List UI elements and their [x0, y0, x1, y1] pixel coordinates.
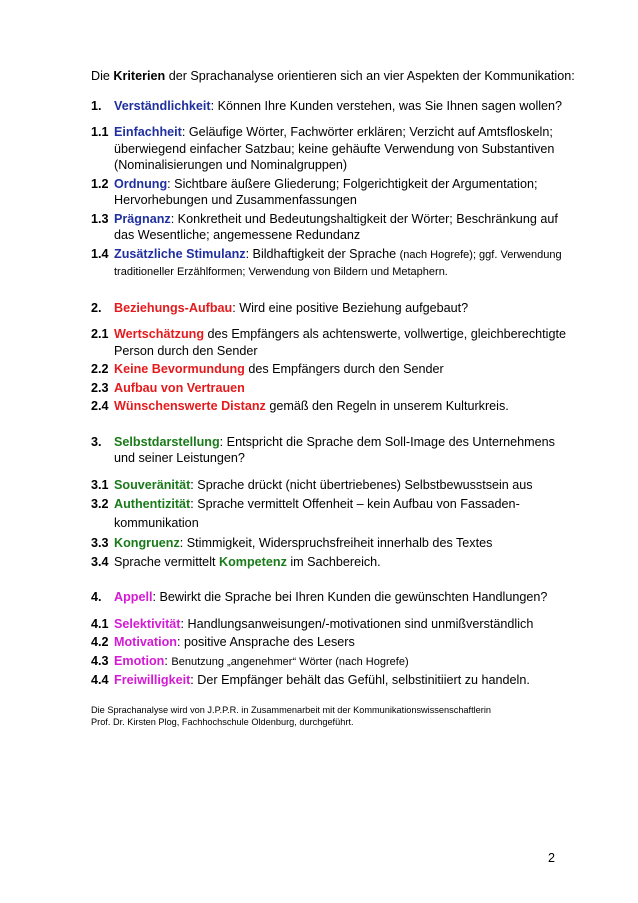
section-verstaendlichkeit: [91, 98, 576, 281]
item-text: im Sachbereich.: [286, 554, 381, 569]
section-number: 4.: [91, 590, 102, 604]
list-item: [91, 634, 576, 651]
item-term: Selektivität: [114, 616, 181, 631]
list-item: [91, 380, 576, 397]
item-term: Keine Bevormundung: [114, 362, 245, 376]
list-item: [91, 495, 576, 533]
item-text: : Sprache drückt (nicht übertriebenes) Selbstbewusstsein aus: [190, 477, 533, 492]
item-term: Kompetenz: [219, 554, 287, 569]
item-number: 1.4: [91, 246, 109, 261]
list-item: [91, 672, 576, 689]
item-number: 3.1: [91, 477, 109, 492]
list-item: [91, 211, 576, 244]
section-heading: [91, 589, 576, 606]
section-question: : Können Ihre Kunden verstehen, was Sie Ihnen sagen wollen?: [210, 98, 563, 113]
item-text: gemäß den Regeln in unserem Kulturkreis.: [265, 399, 509, 413]
item-text: : Bildhaftigkeit der Sprache: [245, 246, 400, 261]
section-appell: [91, 589, 576, 689]
item-number: 1.2: [91, 176, 109, 191]
item-number: 2.2: [91, 362, 109, 376]
item-text-small: Benutzung „angenehmer“ Wörter (nach Hogrefe): [171, 655, 409, 668]
section-question: : Entspricht die Sprache dem Soll-Image des Unternehmens und seiner Leistungen?: [114, 434, 555, 465]
item-number: 4.3: [91, 653, 109, 668]
section-title: Verständlichkeit: [114, 98, 211, 113]
section-heading: [91, 98, 576, 115]
item-number: 2.1: [91, 327, 109, 341]
item-number: 4.1: [91, 616, 109, 631]
list-item: [91, 653, 576, 671]
item-text: : Stimmigkeit, Widerspruchsfreiheit innerhalb des Textes: [179, 536, 493, 550]
item-term: Zusätzliche Stimulanz: [114, 246, 246, 261]
item-text: :: [164, 653, 172, 668]
intro-post: der Sprachanalyse orientieren sich an vier Aspekten der Kommunikation:: [165, 69, 575, 83]
item-term: Motivation: [114, 635, 177, 649]
section-title: Appell: [114, 590, 153, 604]
item-text: : Handlungsanweisungen/-motivationen sind unmißverständlich: [180, 616, 534, 631]
item-number: 3.4: [91, 554, 109, 569]
list-item: [91, 246, 576, 281]
list-item: [91, 124, 576, 174]
footer-note: [91, 704, 576, 728]
item-term: Emotion: [114, 653, 165, 668]
section-question: : Wird eine positive Beziehung aufgebaut?: [232, 300, 469, 315]
item-number: 2.3: [91, 380, 109, 395]
item-text: : Der Empfänger behält das Gefühl, selbstinitiiert zu handeln.: [190, 673, 530, 687]
list-item: [91, 398, 576, 415]
intro-paragraph: [91, 68, 576, 85]
section-beziehungs-aufbau: [91, 300, 576, 415]
item-text: des Empfängers als achtenswerte, vollwertige, gleichberechtigte Person durch den Sender: [114, 327, 566, 358]
item-text-small: (nach Hogrefe); ggf. Verwendung traditioneller Erzählformen; Verwendung von Bildern und Metaphern.: [114, 248, 562, 278]
item-term: Kongruenz: [114, 536, 180, 550]
item-text-pre: Sprache vermittelt: [114, 554, 219, 569]
document-page: [91, 68, 576, 728]
item-term: Wünschenswerte Distanz: [114, 399, 266, 413]
item-text: : Sprache vermittelt Offenheit – kein Aufbau von Fassaden-kommunikation: [114, 497, 520, 530]
item-term: Einfachheit: [114, 125, 182, 139]
list-item: [91, 361, 576, 378]
page-number: 2: [548, 851, 556, 865]
list-item: [91, 616, 576, 633]
list-item: [91, 176, 576, 209]
section-heading: [91, 300, 576, 317]
list-item: [91, 535, 576, 552]
item-text: : Konkretheit und Bedeutungshaltigkeit der Wörter; Beschränkung auf das Wesentliche; angemessene Redundanz: [114, 211, 558, 242]
section-number: 1.: [91, 98, 102, 113]
section-title: Selbstdarstellung: [114, 434, 220, 449]
item-term: Aufbau von Vertrauen: [114, 380, 245, 395]
intro-bold: Kriterien: [113, 69, 166, 83]
item-number: 3.3: [91, 536, 109, 550]
item-text: : Sichtbare äußere Gliederung; Folgerichtigkeit der Argumentation; Hervorhebungen und Zusammenfassungen: [114, 176, 538, 207]
item-text: : positive Ansprache des Lesers: [176, 635, 355, 649]
item-number: 4.2: [91, 635, 109, 649]
item-number: 3.2: [91, 497, 109, 511]
item-term: Ordnung: [114, 176, 168, 191]
section-number: 3.: [91, 434, 102, 449]
footer-line: Die Sprachanalyse wird von J.P.P.R. in Zusammenarbeit mit der Kommunikationswissenschaftlerin: [91, 704, 491, 715]
section-heading: [91, 434, 576, 467]
list-item: [91, 554, 576, 571]
item-number: 1.1: [91, 125, 109, 139]
item-term: Souveränität: [114, 477, 191, 492]
item-number: 4.4: [91, 673, 109, 687]
section-question: : Bewirkt die Sprache bei Ihren Kunden die gewünschten Handlungen?: [152, 590, 548, 604]
list-item: [91, 326, 576, 359]
item-number: 1.3: [91, 211, 109, 226]
item-text: : Geläufige Wörter, Fachwörter erklären; Verzicht auf Amtsfloskeln; überwiegend einfacher Satzbau; keine gehäufte Verwendung von Substantiven (Nominalisierungen und Nominalgruppen): [114, 125, 555, 172]
item-term: Wertschätzung: [114, 327, 205, 341]
footer-line: Prof. Dr. Kirsten Plog, Fachhochschule Oldenburg, durchgeführt.: [91, 716, 354, 727]
list-item: [91, 477, 576, 494]
item-text: des Empfängers durch den Sender: [244, 362, 444, 376]
item-number: 2.4: [91, 399, 109, 413]
section-selbstdarstellung: [91, 434, 576, 571]
intro-pre: Die: [91, 69, 114, 83]
section-title: Beziehungs-Aufbau: [114, 300, 233, 315]
item-term: Freiwilligkeit: [114, 673, 191, 687]
section-number: 2.: [91, 300, 102, 315]
item-term: Authentizität: [114, 497, 191, 511]
item-term: Prägnanz: [114, 211, 171, 226]
